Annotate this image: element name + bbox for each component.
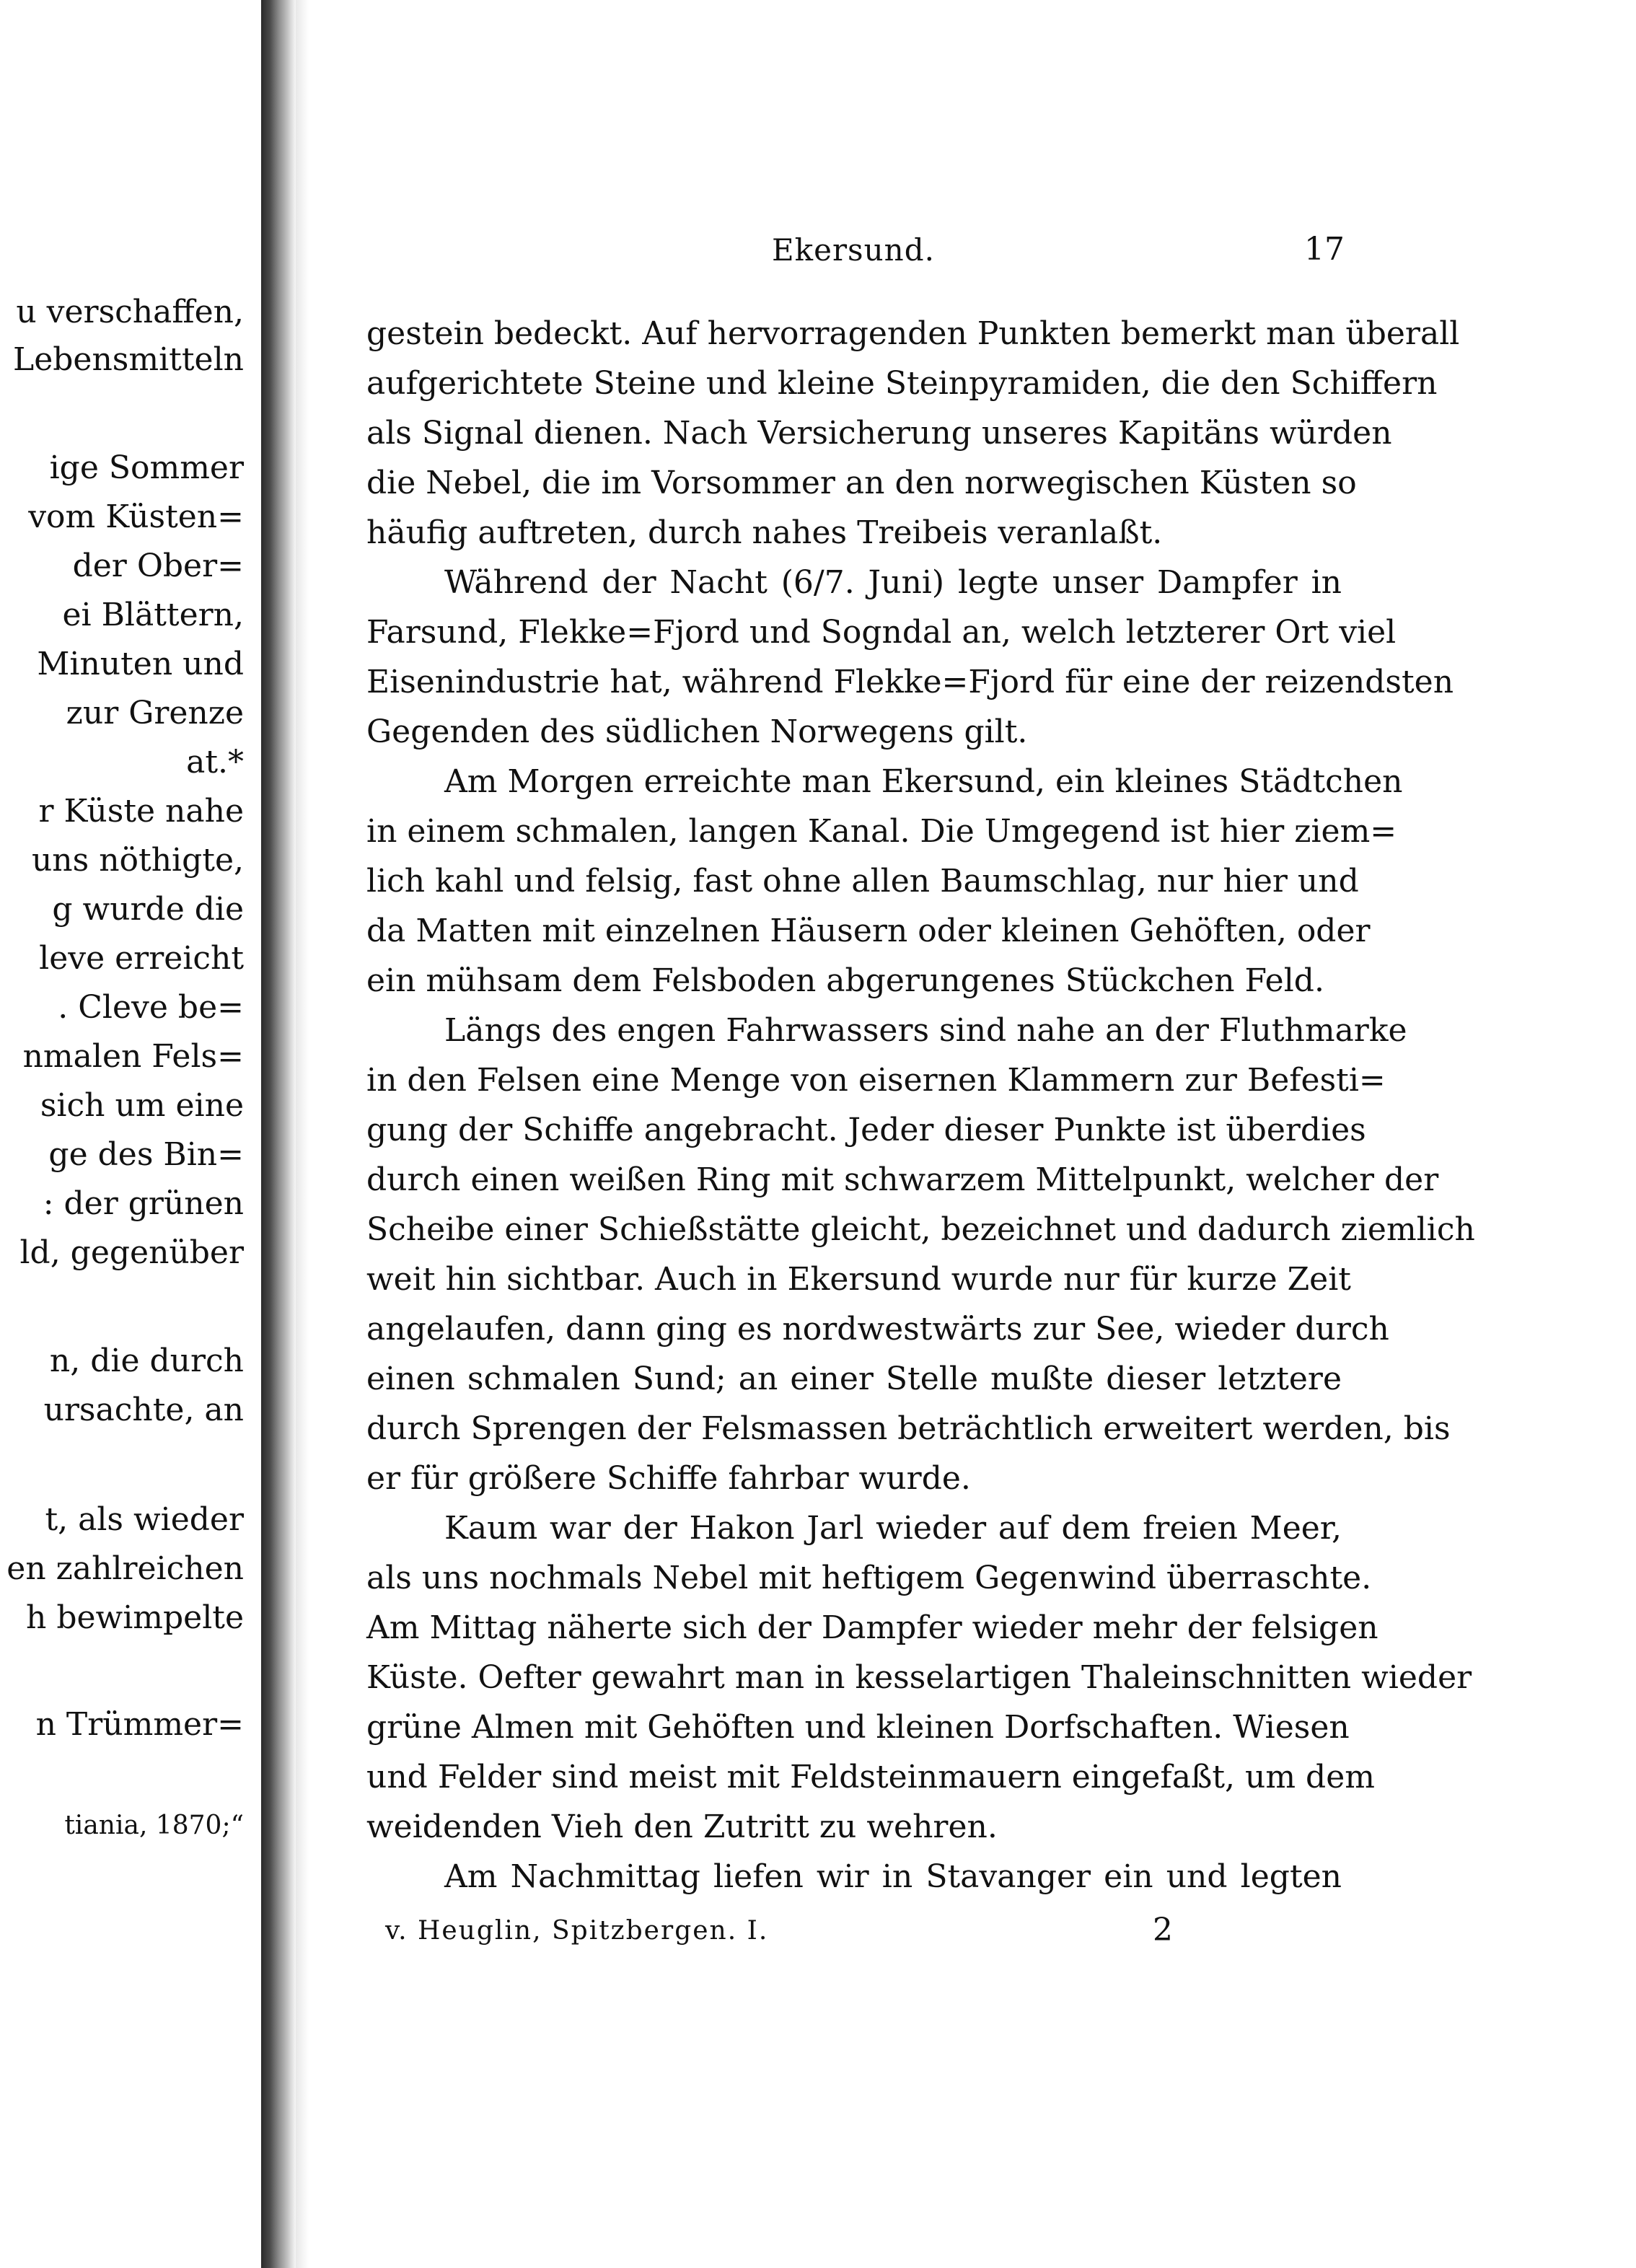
signature-mark: 2 xyxy=(1153,1912,1173,1948)
left-text-line: h bewimpelte xyxy=(26,1599,244,1636)
left-text-line: en zahlreichen xyxy=(6,1550,244,1587)
text-line: in einem schmalen, langen Kanal. Die Umgegend ist hier ziem= xyxy=(366,813,1397,850)
text-line: aufgerichtete Steine und kleine Steinpyramiden, die den Schiffern xyxy=(366,365,1438,402)
text-line: grüne Almen mit Gehöften und kleinen Dorfschaften. Wiesen xyxy=(366,1709,1350,1746)
text-line: als Signal dienen. Nach Versicherung unseres Kapitäns würden xyxy=(366,415,1392,452)
previous-page-fragment xyxy=(0,0,261,2268)
left-text-line: n, die durch xyxy=(49,1342,244,1379)
left-text-line: leve erreicht xyxy=(39,940,244,977)
text-line: lich kahl und felsig, fast ohne allen Baumschlag, nur hier und xyxy=(366,863,1359,900)
left-text-line: zur Grenze xyxy=(66,695,244,731)
paragraph-start-line: Am Morgen erreichte man Ekersund, ein kleines Städtchen xyxy=(444,763,1403,800)
left-text-line: n Trümmer= xyxy=(35,1706,244,1743)
text-line: Gegenden des südlichen Norwegens gilt. xyxy=(366,713,1028,750)
book-gutter-shadow xyxy=(261,0,296,2268)
text-line: als uns nochmals Nebel mit heftigem Gegenwind überraschte. xyxy=(366,1560,1372,1596)
paragraph-start-line: Kaum war der Hakon Jarl wieder auf dem freien Meer, xyxy=(444,1510,1342,1547)
left-text-line: ld, gegenüber xyxy=(19,1234,244,1271)
page-number: 17 xyxy=(1304,231,1345,268)
left-footnote-line: tiania, 1870;“ xyxy=(64,1811,244,1840)
text-line: angelaufen, dann ging es nordwestwärts zur See, wieder durch xyxy=(366,1311,1389,1348)
text-line: ein mühsam dem Felsboden abgerungenes Stückchen Feld. xyxy=(366,962,1324,999)
text-line: da Matten mit einzelnen Häusern oder kleinen Gehöften, oder xyxy=(366,913,1371,949)
left-text-line: g wurde die xyxy=(52,891,244,928)
left-text-line: Lebensmitteln xyxy=(13,341,244,378)
text-line: Küste. Oefter gewahrt man in kesselartigen Thaleinschnitten wieder xyxy=(366,1659,1472,1696)
text-line: einen schmalen Sund; an einer Stelle mußte dieser letztere xyxy=(366,1361,1342,1397)
text-line: die Nebel, die im Vorsommer an den norwegischen Küsten so xyxy=(366,465,1357,501)
left-text-line: t, als wieder xyxy=(45,1501,244,1538)
text-line: er für größere Schiffe fahrbar wurde. xyxy=(366,1460,971,1497)
left-text-line: u verschaffen, xyxy=(16,294,244,330)
running-head: Ekersund. xyxy=(772,232,935,268)
text-line: durch einen weißen Ring mit schwarzem Mittelpunkt, welcher der xyxy=(366,1161,1439,1198)
left-text-line: der Ober= xyxy=(72,548,244,584)
text-line: gung der Schiffe angebracht. Jeder dieser Punkte ist überdies xyxy=(366,1112,1366,1148)
left-text-line: ei Blättern, xyxy=(62,597,244,633)
left-text-line: ursachte, an xyxy=(43,1392,244,1428)
text-line: in den Felsen eine Menge von eisernen Klammern zur Befesti= xyxy=(366,1062,1386,1099)
text-line: Farsund, Flekke=Fjord und Sogndal an, welch letzterer Ort viel xyxy=(366,614,1397,651)
paragraph-start-line: Am Nachmittag liefen wir in Stavanger ein und legten xyxy=(444,1858,1342,1895)
text-line: weit hin sichtbar. Auch in Ekersund wurde nur für kurze Zeit xyxy=(366,1261,1351,1298)
text-line: häufig auftreten, durch nahes Treibeis veranlaßt. xyxy=(366,514,1163,551)
left-text-line: uns nöthigte, xyxy=(31,842,244,879)
text-line: weidenden Vieh den Zutritt zu wehren. xyxy=(366,1808,998,1845)
page-edge xyxy=(296,0,309,2268)
paragraph-start-line: Längs des engen Fahrwassers sind nahe an der Fluthmarke xyxy=(444,1012,1407,1049)
text-line: Scheibe einer Schießstätte gleicht, bezeichnet und dadurch ziemlich xyxy=(366,1211,1475,1248)
text-line: und Felder sind meist mit Feldsteinmauern eingefaßt, um dem xyxy=(366,1759,1375,1796)
left-text-line: r Küste nahe xyxy=(38,793,244,830)
left-text-line: vom Küsten= xyxy=(28,498,244,535)
footer-author-title: v. Heuglin, Spitzbergen. I. xyxy=(385,1916,769,1946)
text-line: durch Sprengen der Felsmassen beträchtlich erweitert werden, bis xyxy=(366,1410,1451,1447)
left-text-line: : der grünen xyxy=(43,1185,244,1222)
left-text-line: sich um eine xyxy=(40,1087,244,1124)
text-line: Am Mittag näherte sich der Dampfer wieder mehr der felsigen xyxy=(366,1609,1378,1646)
left-text-line: Minuten und xyxy=(37,646,244,682)
body-text xyxy=(366,309,1475,1902)
left-text-line: ge des Bin= xyxy=(48,1136,244,1173)
text-line: gestein bedeckt. Auf hervorragenden Punkten bemerkt man überall xyxy=(366,315,1460,352)
left-text-line: . Cleve be= xyxy=(58,989,244,1026)
left-text-line: nmalen Fels= xyxy=(22,1038,244,1075)
left-text-line: ige Sommer xyxy=(49,449,244,486)
text-line: Eisenindustrie hat, während Flekke=Fjord für eine der reizendsten xyxy=(366,664,1454,700)
paragraph-start-line: Während der Nacht (6/7. Juni) legte unser Dampfer in xyxy=(444,564,1342,601)
left-text-line: at.* xyxy=(186,744,244,781)
